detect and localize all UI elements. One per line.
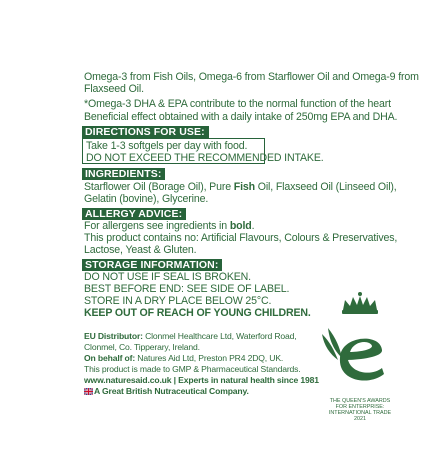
storage-line-1: DO NOT USE IF SEAL IS BROKEN.	[84, 271, 251, 283]
storage-line-4: KEEP OUT OF REACH OF YOUNG CHILDREN.	[84, 307, 311, 319]
eu-distributor-line-2: Clonmel, Co. Tipperary, Ireland.	[84, 342, 200, 352]
e-emblem-icon	[340, 339, 384, 381]
wing-icon	[322, 328, 342, 360]
directions-heading: DIRECTIONS FOR USE:	[82, 126, 209, 138]
company-line: A Great British Nutraceutical Company.	[84, 386, 249, 396]
allergy-line-3: Lactose, Yeast & Gluten.	[84, 244, 197, 256]
allergy-heading: ALLERGY ADVICE:	[82, 208, 186, 220]
allergy-line-1: For allergens see ingredients in bold.	[84, 220, 255, 232]
award-caption-1: THE QUEEN'S AWARDS	[329, 398, 391, 404]
award-caption-2: FOR ENTERPRISE:	[335, 404, 385, 410]
storage-line-2: BEST BEFORE END: SEE SIDE OF LABEL.	[84, 283, 290, 295]
directions-box	[82, 138, 324, 164]
directions-line-1: Take 1-3 softgels per day with food.	[86, 140, 248, 152]
award-caption-3: INTERNATIONAL TRADE	[328, 410, 392, 416]
intro-line-1: Omega-3 from Fish Oils, Omega-6 from Starflower Oil and Omega-9 from	[84, 71, 419, 83]
ingredients-heading: INGREDIENTS:	[82, 168, 165, 180]
union-flag-icon	[84, 388, 93, 395]
crown-icon	[342, 292, 378, 314]
storage-line-3: STORE IN A DRY PLACE BELOW 25°C.	[84, 295, 272, 307]
intro-line-2: Flaxseed Oil.	[84, 83, 144, 95]
queens-award-logo	[310, 288, 410, 398]
eu-distributor-line: EU Distributor: Clonmel Healthcare Ltd, Waterford Road,	[84, 331, 297, 341]
ingredients-line-2: Gelatin (bovine), Glycerine.	[84, 193, 209, 205]
website-line: www.naturesaid.co.uk | Experts in natural health since 1981	[84, 375, 319, 385]
award-caption-4: 2021	[354, 416, 366, 422]
gmp-line: This product is made to GMP & Pharmaceutical Standards.	[84, 364, 301, 374]
intake-claim-line: Beneficial effect obtained with a daily intake of 250mg EPA and DHA.	[84, 111, 398, 123]
directions-warning: DO NOT EXCEED THE RECOMMENDED INTAKE.	[86, 152, 324, 164]
storage-heading: STORAGE INFORMATION:	[82, 259, 222, 271]
allergy-line-2: This product contains no: Artificial Flavours, Colours & Preservatives,	[84, 232, 398, 244]
on-behalf-line: On behalf of: Natures Aid Ltd, Preston PR4 2DQ, UK.	[84, 353, 284, 363]
ingredients-line-1: Starflower Oil (Borage Oil), Pure Fish Oil, Flaxseed Oil (Linseed Oil),	[84, 181, 397, 193]
heart-claim-line: *Omega-3 DHA & EPA contribute to the normal function of the heart	[84, 98, 391, 110]
